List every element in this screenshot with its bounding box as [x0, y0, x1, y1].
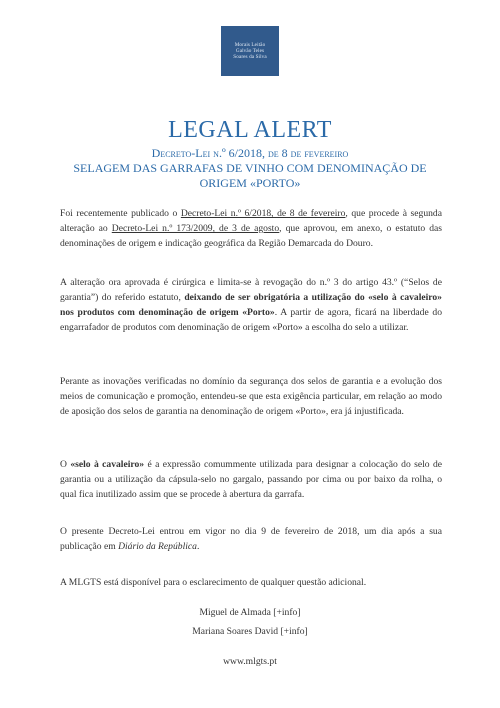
signature-mariana-soares-david[interactable]: Mariana Soares David [+info]: [192, 626, 308, 637]
p6-text: A MLGTS está disponível para o esclarecimento de qualquer questão adicional.: [60, 577, 367, 588]
logo-line-3: Soares da Silva: [233, 54, 267, 61]
website-link[interactable]: www.mlgts.pt: [223, 656, 277, 667]
p2-text-a: A alteração ora aprovada é cirúrgica e limita-se à revogação do n.º 3 do artigo 43.º (“Selos de garantia”) do referido estatuto,: [60, 277, 442, 303]
p1-text-b: , que procede à segunda alteração ao: [60, 208, 442, 234]
page-subtitle: [60, 146, 440, 191]
p5-text-b: .: [196, 541, 200, 552]
decree-173-2009-link[interactable]: Decreto-Lei n.º 173/2009, de 3 de agosto: [111, 223, 280, 234]
page-title: LEGAL ALERT: [168, 117, 332, 143]
p4-text-a: O: [60, 459, 71, 470]
firm-logo: [221, 26, 279, 76]
paragraph-2: [60, 275, 442, 335]
p2-text-b: . A partir de agora, ficará na liberdade do engarrafador de produtos com denominação de origem «Porto» a escolha do selo a utilizar.: [60, 307, 442, 333]
p4-bold-text: «selo à cavaleiro»: [70, 459, 145, 470]
decree-6-2018-link[interactable]: Decreto-Lei n.º 6/2018, de 8 de fevereiro: [180, 208, 346, 219]
paragraph-6: [60, 575, 442, 590]
signature-miguel-de-almada[interactable]: Miguel de Almada [+info]: [199, 607, 301, 618]
paragraph-4: [60, 457, 442, 502]
paragraph-5: [60, 524, 442, 554]
p1-text-c: , que aprovou, em anexo, o estatuto das denominações de origem e indicação geográfica da Região Demarcada do Douro.: [60, 223, 443, 249]
p3-text: Perante as inovações verificadas no domínio da segurança dos selos de garantia e a evolução dos meios de comunicação e promoção, entendeu-se que esta exigência particular, em relação ao modo de aposição dos selos de garantia na denominação de origem «Porto», era já injustificada.: [60, 376, 442, 417]
logo-line-1: Morais Leitão: [234, 41, 266, 48]
subtitle-topic: SELAGEM DAS GARRAFAS DE VINHO COM DENOMINAÇÃO DE ORIGEM «PORTO»: [73, 161, 427, 190]
logo-line-2: Galvão Teles: [235, 47, 265, 54]
p5-text-a: O presente Decreto-Lei entrou em vigor no dia 9 de fevereiro de 2018, um dia após a sua publicação em: [60, 526, 442, 552]
p2-bold-text: deixando de ser obrigatória a utilização do «selo à cavaleiro» nos produtos com denominação de origem «Porto»: [60, 292, 442, 318]
p4-text-b: é a expressão comummente utilizada para designar a colocação do selo de garantia ou a utilização da cápsula-selo no gargalo, passando por cima ou por baixo da rolha, o qual fica inutilizado assim que se procede à abertura da garrafa.: [60, 459, 443, 500]
subtitle-decree: Decreto-Lei n.º 6/2018, de 8 de fevereiro: [151, 146, 349, 160]
p5-italic-text: Diário da República: [118, 541, 197, 552]
paragraph-1: [60, 206, 442, 251]
paragraph-3: [60, 374, 442, 419]
p1-text-a: Foi recentemente publicado o: [60, 208, 181, 219]
